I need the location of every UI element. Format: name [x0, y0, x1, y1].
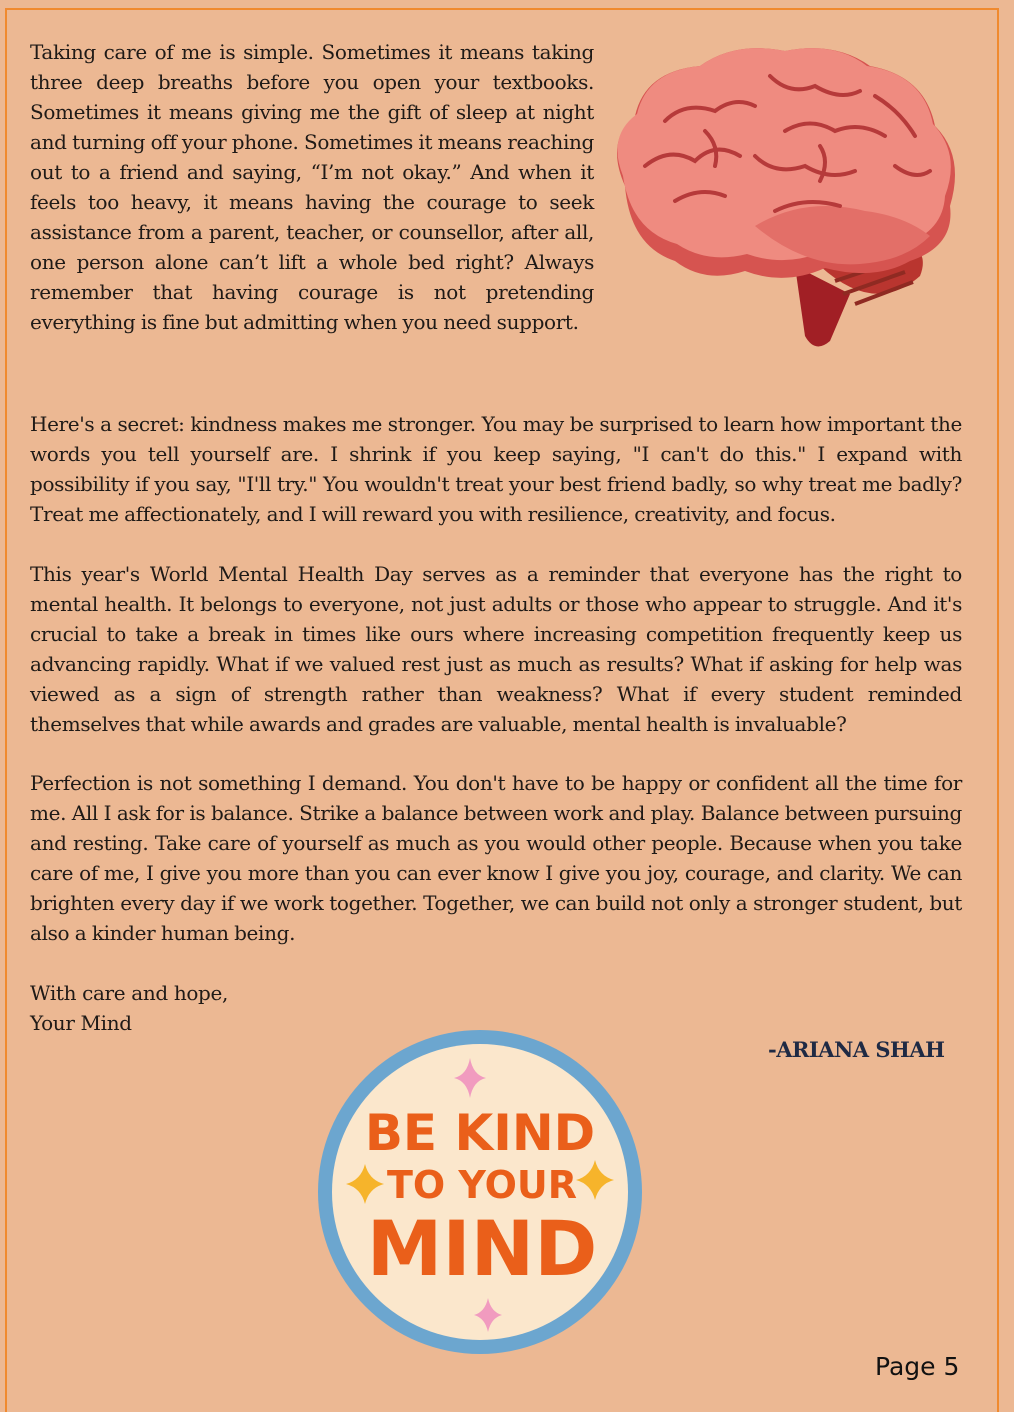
badge-line-1: BE KIND [364, 1104, 596, 1162]
paragraph-4: Perfection is not something I demand. You don't have to be happy or confident all the time for me. All I ask for is balance. Strike a balance between work and play. Balance between pursuing and resting. Take care of yourself as much as you would other people. Because when you take care of me, I give you more than you can ever know I give you joy, courage, and clarity. We can brighten every day if we work together. Together, we can build not only a stronger student, but also a kinder human being. [30, 771, 962, 945]
badge-line-3: MIND [366, 1204, 598, 1293]
paragraph-2: Here's a secret: kindness makes me stronger. You may be surprised to learn how important the words you tell yourself are. I shrink if you keep saying, "I can't do this." I expand with possibility if you say, "I'll try." You wouldn't treat your best friend badly, so why treat me badly? Treat me affectionately, and I will reward you with resilience, creativity, and focus. [30, 412, 962, 526]
author-name: -ARIANA SHAH [768, 1037, 945, 1062]
be-kind-badge-icon [310, 1020, 655, 1365]
closing-signoff [30, 978, 228, 1038]
closing-signature: Your Mind [30, 1011, 132, 1035]
paragraph-3: This year's World Mental Health Day serves as a reminder that everyone has the right to mental health. It belongs to everyone, not just adults or those who appear to struggle. And it's crucial to take a break in times like ours where increasing competition frequently keep us advancing rapidly. What if we valued rest just as much as results? What if asking for help was viewed as a sign of strength rather than weakness? What if every student reminded themselves that while awards and grades are valuable, mental health is invaluable? [30, 562, 962, 736]
page-number: Page 5 [875, 1352, 960, 1381]
badge-line-2: TO YOUR [386, 1163, 578, 1207]
brain-icon [605, 36, 970, 351]
paragraph-1: Taking care of me is simple. Sometimes it means taking three deep breaths before you open your textbooks. Sometimes it means giving me the gift of sleep at night and turning off your phone. Sometimes it means reaching out to a friend and saying, “I’m not okay.” And when it feels too heavy, it means having the courage to seek assistance from a parent, teacher, or counsellor, after all, one person alone can’t lift a whole bed right? Always remember that having courage is not pretending everything is fine but admitting when you need support. [30, 40, 594, 334]
closing-line: With care and hope, [30, 981, 228, 1005]
